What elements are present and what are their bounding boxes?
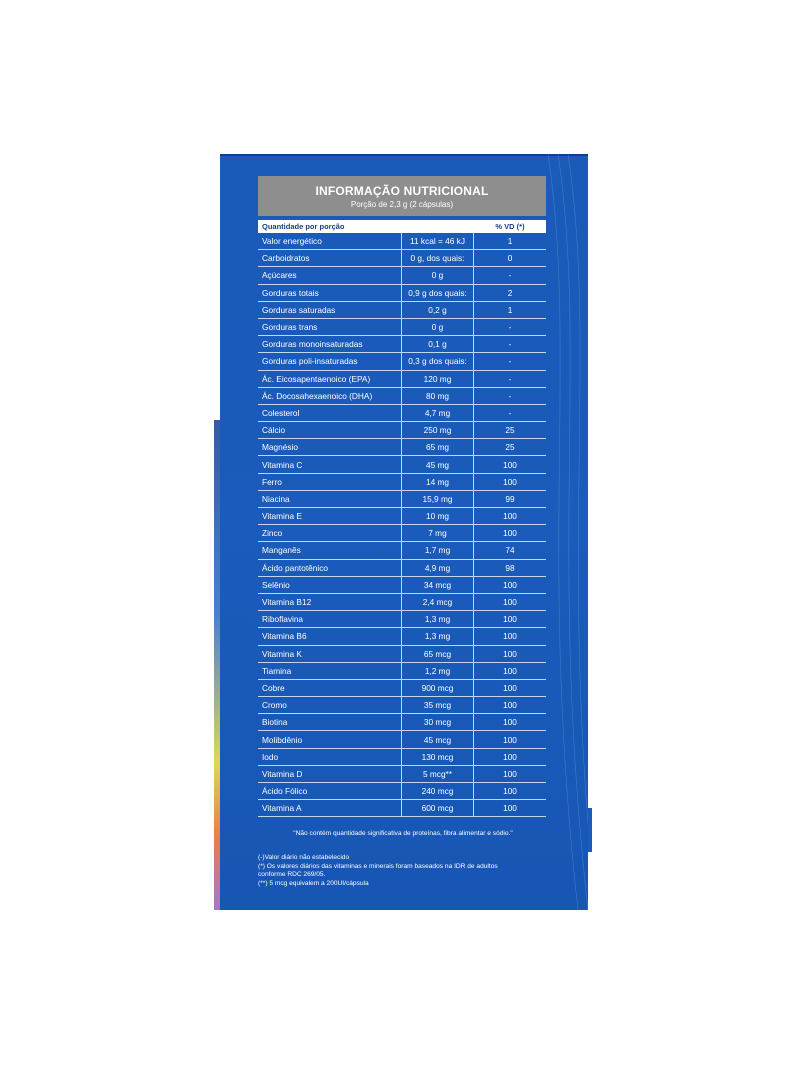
nutrient-vd: -: [508, 390, 512, 401]
nutrient-amount: 250 mg: [402, 422, 474, 438]
table-row: [258, 336, 546, 353]
nutrient-vd: 25: [505, 425, 515, 436]
nutrient-name: Vitamina B12: [258, 594, 402, 610]
nutrient-name: Gorduras monoinsaturadas: [258, 336, 402, 352]
nutrient-name: Ferro: [258, 474, 402, 490]
table-row: [258, 560, 546, 577]
nutrient-name: Valor energético: [258, 233, 402, 249]
table-header: [258, 220, 546, 233]
nutrient-amount: 240 mcg: [402, 783, 474, 799]
nutrient-name: Biotina: [258, 714, 402, 730]
column-quantity-header: Quantidade por porção: [262, 222, 345, 231]
nutrient-vd: 98: [505, 562, 515, 573]
table-row: [258, 714, 546, 731]
nutrient-amount: 35 mcg: [402, 697, 474, 713]
nutrient-amount: 120 mg: [402, 371, 474, 387]
table-row: [258, 525, 546, 542]
nutrient-amount: 14 mg: [402, 474, 474, 490]
nutrient-vd: -: [508, 407, 512, 418]
table-row: [258, 783, 546, 800]
nutrient-vd: 100: [503, 614, 517, 625]
nutrient-vd: 99: [505, 493, 515, 504]
nutrient-amount: 1,3 mg: [402, 611, 474, 627]
nutrient-amount: 5 mcg**: [402, 766, 474, 782]
nutrient-amount: 65 mg: [402, 439, 474, 455]
no-significant-note: "Não contém quantidade significativa de proteínas, fibra alimentar e sódio.": [293, 830, 513, 837]
table-row: [258, 319, 546, 336]
nutrient-vd: 100: [503, 786, 517, 797]
table-row: [258, 439, 546, 456]
table-row: [258, 405, 546, 422]
nutrient-vd: 100: [503, 597, 517, 608]
nutrient-vd: -: [508, 339, 512, 350]
nutrient-amount: 1,7 mg: [402, 542, 474, 558]
nutrient-amount: 65 mcg: [402, 646, 474, 662]
nutrient-amount: 900 mcg: [402, 680, 474, 696]
nutrient-amount: 7 mg: [402, 525, 474, 541]
nutrient-vd: 100: [503, 631, 517, 642]
table-row: [258, 766, 546, 783]
nutrient-vd: 100: [503, 648, 517, 659]
nutrient-amount: 4,9 mg: [402, 560, 474, 576]
nutrient-name: Iodo: [258, 749, 402, 765]
nutrient-amount: 1,2 mg: [402, 663, 474, 679]
nutrient-name: Colesterol: [258, 405, 402, 421]
nutrient-name: Cobre: [258, 680, 402, 696]
nutrient-amount: 130 mcg: [402, 749, 474, 765]
nutrient-name: Ác. Eicosapentaenoico (EPA): [258, 371, 402, 387]
nutrient-vd: 100: [503, 734, 517, 745]
nutrient-vd: 100: [503, 803, 517, 814]
nutrient-name: Gorduras trans: [258, 319, 402, 335]
nutrient-amount: 30 mcg: [402, 714, 474, 730]
nutrient-name: Riboflavina: [258, 611, 402, 627]
nutrient-name: Zinco: [258, 525, 402, 541]
nutrient-amount: 15,9 mg: [402, 491, 474, 507]
nutrient-name: Cromo: [258, 697, 402, 713]
label-header: [258, 176, 546, 216]
table-row: [258, 680, 546, 697]
nutrient-vd: 2: [507, 287, 513, 298]
nutrient-name: Vitamina A: [258, 800, 402, 816]
nutrient-name: Vitamina C: [258, 456, 402, 472]
nutrient-vd: 100: [503, 528, 517, 539]
label-title: INFORMAÇÃO NUTRICIONAL: [315, 184, 489, 198]
table-row: [258, 731, 546, 748]
table-row: [258, 456, 546, 473]
nutrient-amount: 1,3 mg: [402, 628, 474, 644]
nutrient-amount: 45 mcg: [402, 731, 474, 747]
table-row: [258, 474, 546, 491]
nutrient-name: Cálcio: [258, 422, 402, 438]
nutrient-vd: 100: [503, 682, 517, 693]
table-row: [258, 646, 546, 663]
table-row: [258, 353, 546, 370]
nutrient-vd: 100: [503, 511, 517, 522]
nutrient-amount: 34 mcg: [402, 577, 474, 593]
nutrient-name: Vitamina D: [258, 766, 402, 782]
column-vd-header: % VD (*): [495, 222, 525, 231]
nutrient-name: Gorduras totais: [258, 285, 402, 301]
table-row: [258, 491, 546, 508]
table-row: [258, 508, 546, 525]
footnote-line: (-)Valor diário não estabelecido: [258, 854, 350, 861]
table-row: [258, 267, 546, 284]
table-row: [258, 233, 546, 250]
nutrient-name: Vitamina B6: [258, 628, 402, 644]
nutrient-vd: 74: [505, 545, 515, 556]
table-row: [258, 577, 546, 594]
table-row: [258, 594, 546, 611]
nutrient-vd: -: [508, 356, 512, 367]
nutrient-vd: -: [508, 373, 512, 384]
footnote-line: (**) 5 mcg equivalem a 200UI/cápsula: [258, 879, 369, 887]
nutrient-name: Molibdênio: [258, 731, 402, 747]
nutrient-name: Carboidratos: [258, 250, 402, 266]
nutrient-name: Açúcares: [258, 267, 402, 283]
table-row: [258, 542, 546, 559]
nutrient-amount: 2,4 mcg: [402, 594, 474, 610]
table-row: [258, 371, 546, 388]
table-row: [258, 749, 546, 766]
nutrient-name: Ác. Docosahexaenoico (DHA): [258, 388, 402, 404]
nutrient-amount: 0 g, dos quais:: [402, 250, 474, 266]
nutrient-name: Manganês: [258, 542, 402, 558]
nutrient-vd: -: [508, 322, 512, 333]
nutrient-name: Selênio: [258, 577, 402, 593]
table-row: [258, 697, 546, 714]
nutrient-vd: 100: [503, 459, 517, 470]
nutrient-name: Magnésio: [258, 439, 402, 455]
nutrient-name: Ácido Fólico: [258, 783, 402, 799]
nutrient-name: Vitamina K: [258, 646, 402, 662]
table-row: [258, 663, 546, 680]
nutrient-amount: 4,7 mg: [402, 405, 474, 421]
table-row: [258, 628, 546, 645]
nutrient-amount: 0,3 g dos quais:: [402, 353, 474, 369]
serving-size: Porção de 2,3 g (2 cápsulas): [350, 200, 454, 209]
nutrient-amount: 0 g: [402, 319, 474, 335]
nutrition-table: [258, 220, 546, 817]
nutrient-vd: -: [508, 270, 512, 281]
nutrition-label-panel: [220, 154, 588, 910]
nutrient-amount: 11 kcal = 46 kJ: [402, 233, 474, 249]
nutrient-vd: 100: [503, 579, 517, 590]
table-row: [258, 302, 546, 319]
footnote-line: conforme RDC 269/05.: [258, 871, 326, 879]
nutrient-amount: 10 mg: [402, 508, 474, 524]
nutrient-name: Ácido pantotênico: [258, 560, 402, 576]
nutrient-name: Vitamina E: [258, 508, 402, 524]
nutrient-vd: 100: [503, 768, 517, 779]
nutrient-vd: 25: [505, 442, 515, 453]
table-row: [258, 422, 546, 439]
nutrient-vd: 1: [507, 304, 513, 315]
nutrient-amount: 0,9 g dos quais:: [402, 285, 474, 301]
nutrient-amount: 80 mg: [402, 388, 474, 404]
nutrient-amount: 600 mcg: [402, 800, 474, 816]
nutrient-name: Niacina: [258, 491, 402, 507]
table-body: [258, 233, 546, 817]
nutrient-amount: 45 mg: [402, 456, 474, 472]
nutrient-amount: 0,2 g: [402, 302, 474, 318]
nutrient-vd: 1: [507, 236, 513, 247]
footnotes: [258, 854, 548, 888]
table-row: [258, 388, 546, 405]
nutrient-vd: 0: [507, 253, 513, 264]
nutrient-name: Tiamina: [258, 663, 402, 679]
nutrient-vd: 100: [503, 476, 517, 487]
nutrient-name: Gorduras poli-insaturadas: [258, 353, 402, 369]
table-row: [258, 611, 546, 628]
nutrient-amount: 0,1 g: [402, 336, 474, 352]
nutrient-vd: 100: [503, 717, 517, 728]
table-row: [258, 800, 546, 817]
nutrient-vd: 100: [503, 700, 517, 711]
nutrient-vd: 100: [503, 751, 517, 762]
nutrient-vd: 100: [503, 665, 517, 676]
table-row: [258, 285, 546, 302]
nutrient-name: Gorduras saturadas: [258, 302, 402, 318]
nutrient-amount: 0 g: [402, 267, 474, 283]
table-row: [258, 250, 546, 267]
footnote-line: (*) Os valores diários das vitaminas e minerais foram baseados na IDR de adultos: [258, 862, 498, 870]
